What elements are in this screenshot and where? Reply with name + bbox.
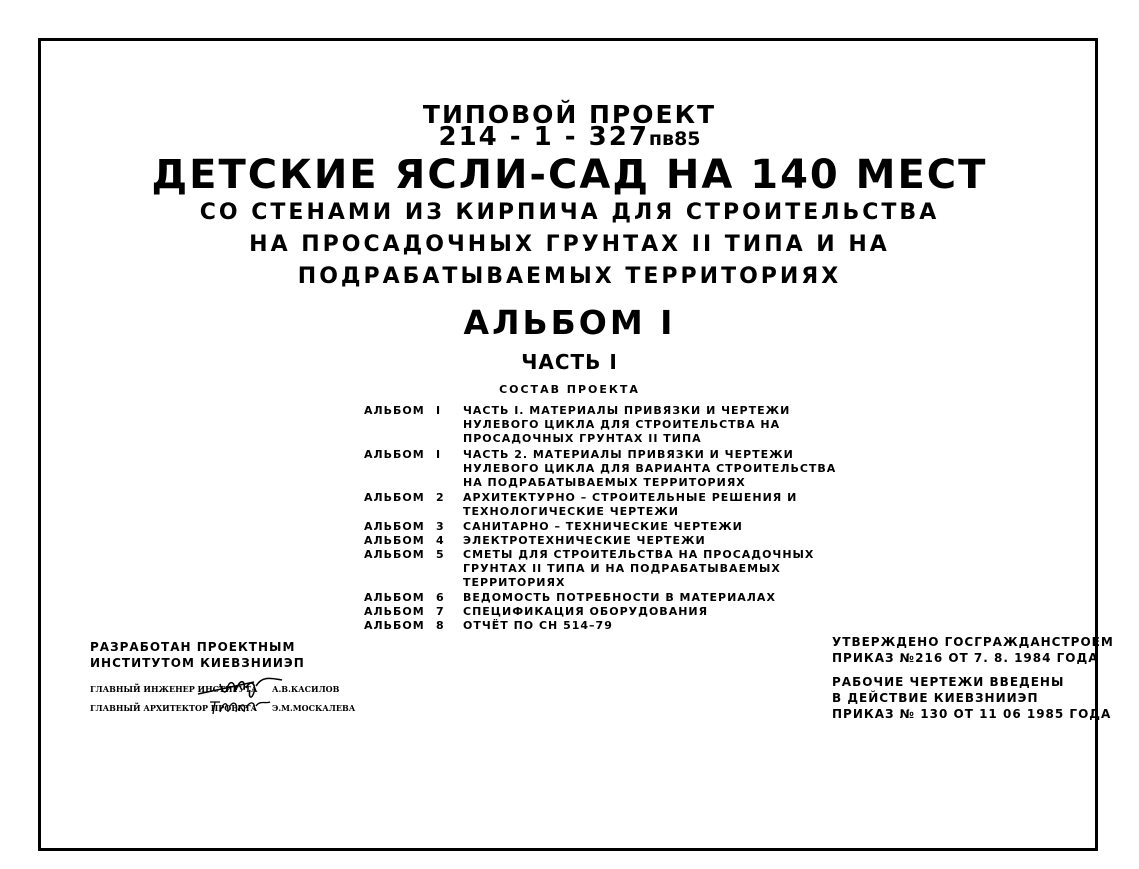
contents-line: ЭЛЕКТРОТЕХНИЧЕСКИЕ ЧЕРТЕЖИ [463, 534, 706, 547]
contents-album-number: 2 [436, 491, 445, 504]
chief-architect-name: Э.М.МОСКАЛЕВА [272, 703, 356, 713]
contents-line: ТЕРРИТОРИЯХ [463, 576, 566, 589]
contents-description [463, 534, 706, 548]
project-code [0, 122, 1139, 152]
contents-album-number: 6 [436, 591, 445, 604]
contents-album-number: I [436, 404, 442, 417]
contents-album-label: АЛЬБОМ [364, 491, 425, 504]
chief-architect-signature [208, 696, 274, 718]
part-title: ЧАСТЬ I [521, 350, 618, 374]
project-subtitle-1: СО СТЕНАМИ ИЗ КИРПИЧА ДЛЯ СТРОИТЕЛЬСТВА [199, 200, 940, 225]
contents-description [463, 491, 797, 519]
contents-album-label: АЛЬБОМ [364, 605, 425, 618]
contents-line: НА ПОДРАБАТЫВАЕМЫХ ТЕРРИТОРИЯХ [463, 476, 746, 489]
project-subtitle-2: НА ПРОСАДОЧНЫХ ГРУНТАХ II ТИПА И НА [249, 232, 890, 257]
contents-line: ОТЧЁТ ПО СН 514–79 [463, 619, 613, 632]
contents-album-number: 4 [436, 534, 445, 547]
contents-description [463, 619, 613, 633]
contents-line: ВЕДОМОСТЬ ПОТРЕБНОСТИ В МАТЕРИАЛАХ [463, 591, 776, 604]
contents-album-number: 5 [436, 548, 445, 561]
chief-engineer-name: А.В.КАСИЛОВ [272, 684, 340, 694]
project-type: ТИПОВОЙ ПРОЕКТ [422, 100, 717, 129]
project-title: ДЕТСКИЕ ЯСЛИ-САД НА 140 МЕСТ [151, 152, 988, 198]
chief-engineer-role: ГЛАВНЫЙ ИНЖЕНЕР ИНСТИТУТА [90, 684, 258, 694]
contents-line: СПЕЦИФИКАЦИЯ ОБОРУДОВАНИЯ [463, 605, 709, 618]
album-title: АЛЬБОМ I [463, 303, 676, 342]
developer-line-1: РАЗРАБОТАН ПРОЕКТНЫМ [90, 640, 296, 654]
chief-architect-role: ГЛАВНЫЙ АРХИТЕКТОР ПРОЕКТА [90, 703, 258, 713]
enactment-line-1: РАБОЧИЕ ЧЕРТЕЖИ ВВЕДЕНЫ [832, 675, 1065, 689]
enactment-line-3: ПРИКАЗ № 130 ОТ 11 06 1985 ГОДА [832, 707, 1112, 721]
contents-line: ЧАСТЬ I. МАТЕРИАЛЫ ПРИВЯЗКИ И ЧЕРТЕЖИ [463, 404, 791, 417]
contents-album-label: АЛЬБОМ [364, 619, 425, 632]
contents-line: ГРУНТАХ II ТИПА И НА ПОДРАБАТЫВАЕМЫХ [463, 562, 781, 575]
contents-album-label: АЛЬБОМ [364, 448, 425, 461]
enactment-line-2: В ДЕЙСТВИЕ КИЕВЗНИИЭП [832, 691, 1039, 705]
contents-album-label: АЛЬБОМ [364, 591, 425, 604]
approval-line-1: УТВЕРЖДЕНО ГОСГРАЖДАНСТРОЕМ [832, 635, 1114, 649]
contents-description [463, 404, 790, 446]
contents-line: НУЛЕВОГО ЦИКЛА ДЛЯ ВАРИАНТА СТРОИТЕЛЬСТВА [463, 462, 837, 475]
contents-description [463, 520, 743, 534]
contents-line: ЧАСТЬ 2. МАТЕРИАЛЫ ПРИВЯЗКИ И ЧЕРТЕЖИ [463, 448, 794, 461]
contents-album-label: АЛЬБОМ [364, 534, 425, 547]
approval-block [832, 634, 1114, 666]
contents-description [463, 448, 836, 490]
contents-album-number: 7 [436, 605, 445, 618]
contents-description [463, 548, 814, 590]
contents-album-label: АЛЬБОМ [364, 548, 425, 561]
enactment-block [832, 674, 1111, 722]
contents-description [463, 591, 776, 605]
contents-album-label: АЛЬБОМ [364, 520, 425, 533]
developer-line-2: ИНСТИТУТОМ КИЕВЗНИИЭП [90, 656, 305, 670]
contents-title: СОСТАВ ПРОЕКТА [499, 383, 640, 396]
project-subtitle-3: ПОДРАБАТЫВАЕМЫХ ТЕРРИТОРИЯХ [297, 264, 842, 289]
contents-line: АРХИТЕКТУРНО – СТРОИТЕЛЬНЫЕ РЕШЕНИЯ И [463, 491, 798, 504]
contents-line: НУЛЕВОГО ЦИКЛА ДЛЯ СТРОИТЕЛЬСТВА НА [463, 418, 781, 431]
contents-album-number: 8 [436, 619, 445, 632]
contents-album-number: I [436, 448, 442, 461]
contents-line: ТЕХНОЛОГИЧЕСКИЕ ЧЕРТЕЖИ [463, 505, 679, 518]
contents-line: САНИТАРНО – ТЕХНИЧЕСКИЕ ЧЕРТЕЖИ [463, 520, 743, 533]
project-code-suffix: пв85 [648, 128, 701, 150]
contents-description [463, 605, 708, 619]
contents-album-number: 3 [436, 520, 445, 533]
approval-line-2: ПРИКАЗ №216 ОТ 7. 8. 1984 ГОДА [832, 651, 1099, 665]
contents-line: СМЕТЫ ДЛЯ СТРОИТЕЛЬСТВА НА ПРОСАДОЧНЫХ [463, 548, 815, 561]
project-code-number: 214 - 1 - 327 [438, 122, 649, 152]
contents-album-label: АЛЬБОМ [364, 404, 425, 417]
developer-block [90, 639, 305, 671]
contents-line: ПРОСАДОЧНЫХ ГРУНТАХ II ТИПА [463, 432, 702, 445]
